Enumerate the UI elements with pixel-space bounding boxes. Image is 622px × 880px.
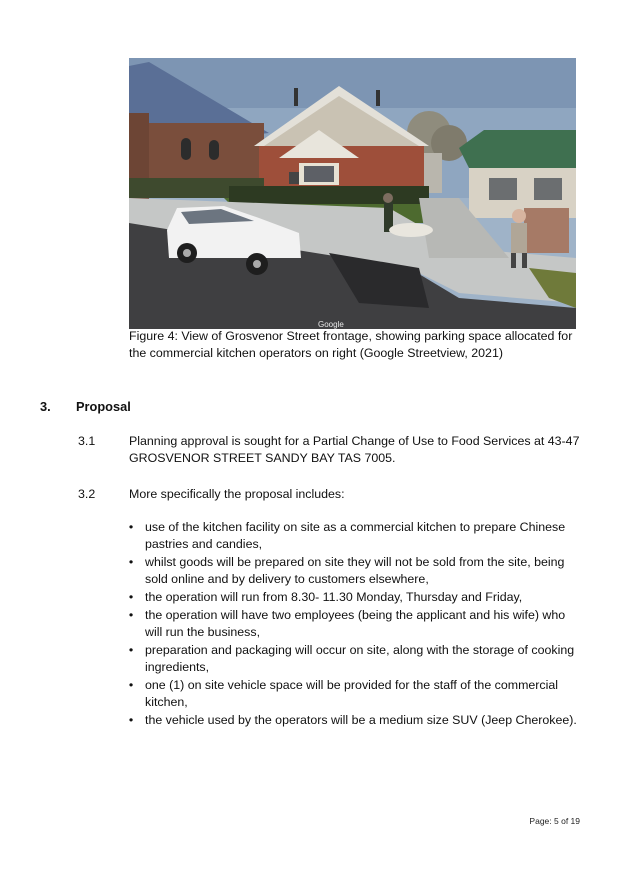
- list-item: [126, 519, 581, 553]
- section-number: 3.: [40, 399, 51, 414]
- bullet-icon: •: [128, 678, 134, 692]
- streetview-photo: [129, 58, 576, 329]
- list-item: [126, 589, 581, 606]
- paragraph-number: 3.1: [78, 434, 96, 448]
- section-title: Proposal: [76, 399, 131, 414]
- list-item: [126, 642, 581, 676]
- bullet-icon: •: [128, 520, 134, 534]
- google-watermark: Google: [318, 320, 344, 329]
- bullet-icon: •: [128, 555, 134, 569]
- list-item: [126, 554, 581, 588]
- page-number: Page: 5 of 19: [529, 816, 580, 826]
- list-item: [126, 712, 581, 729]
- proposal-bullet-list: [126, 519, 581, 730]
- list-item-text: use of the kitchen facility on site as a commercial kitchen to prepare Chinese pastries and candies,: [145, 520, 566, 551]
- paragraph-text: More specifically the proposal includes:: [129, 487, 345, 501]
- list-item-text: the operation will run from 8.30- 11.30 Monday, Thursday and Friday,: [145, 590, 523, 604]
- bullet-icon: •: [128, 643, 134, 657]
- paragraph-number: 3.2: [78, 487, 96, 501]
- list-item: [126, 677, 581, 711]
- list-item: [126, 607, 581, 641]
- bullet-icon: •: [128, 608, 134, 622]
- list-item-text: the vehicle used by the operators will be a medium size SUV (Jeep Cherokee).: [145, 713, 577, 727]
- list-item-text: one (1) on site vehicle space will be provided for the staff of the commercial kitchen,: [145, 678, 558, 709]
- list-item-text: the operation will have two employees (being the applicant and his wife) who will run the business,: [145, 608, 566, 639]
- bullet-icon: •: [128, 590, 134, 604]
- list-item-text: preparation and packaging will occur on site, along with the storage of cooking ingredients,: [145, 643, 575, 674]
- bullet-icon: •: [128, 713, 134, 727]
- paragraph-text: Planning approval is sought for a Partial Change of Use to Food Services at 43-47 GROSVENOR STREET SANDY BAY TAS 7005.: [129, 434, 580, 465]
- figure-caption: Figure 4: View of Grosvenor Street frontage, showing parking space allocated for the commercial kitchen operators on right (Google Streetview, 2021): [129, 329, 573, 360]
- list-item-text: whilst goods will be prepared on site they will not be sold from the site, being sold online and by delivery to customers elsewhere,: [145, 555, 565, 586]
